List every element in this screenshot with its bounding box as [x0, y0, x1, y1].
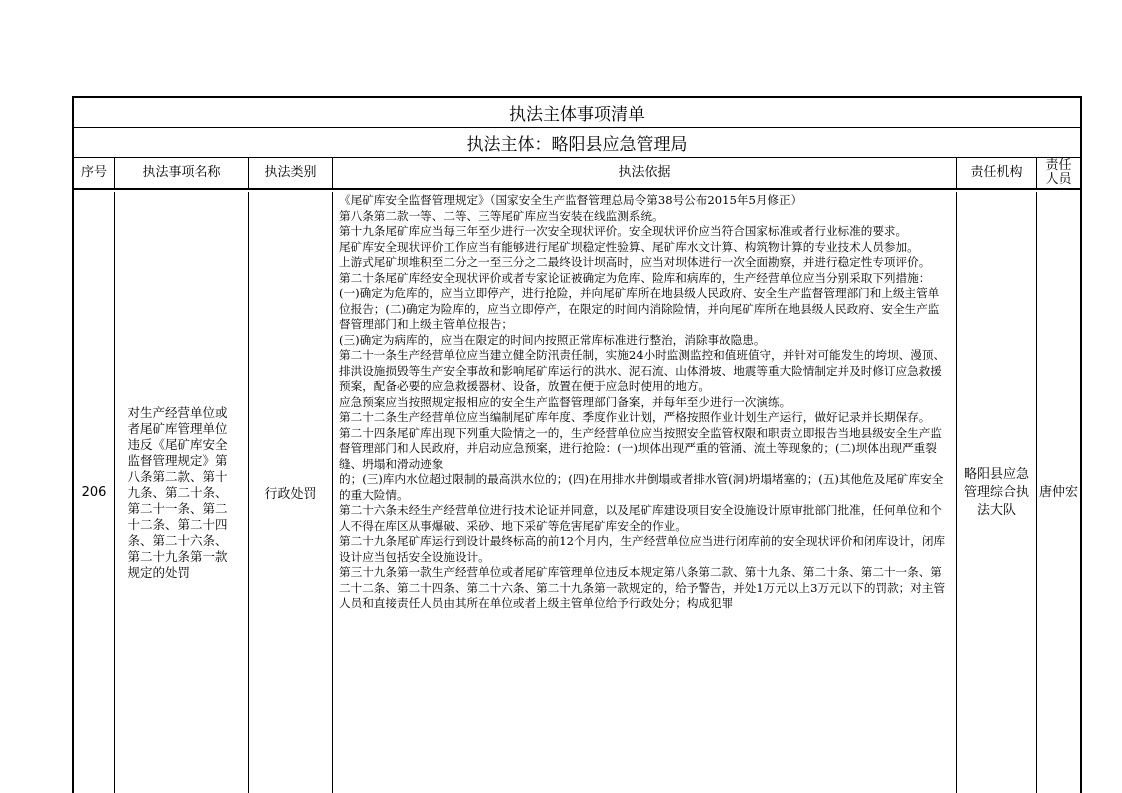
row-index: 206	[74, 192, 115, 793]
basis-paragraph: 应急预案应当按照规定报相应的安全生产监督管理部门备案，并每年至少进行一次演练。	[339, 394, 792, 409]
basis-paragraph: 的；(三)库内水位超过限制的最高洪水位的；(四)在用排水井倒塌或者排水管(洞)坍塌堵塞的；(五)其他危及尾矿库安全的重大险情。	[339, 472, 944, 502]
row-responsible-org-cell	[957, 192, 1037, 793]
row-responsible-person: 唐仲宏	[1038, 484, 1078, 500]
basis-paragraph: 上游式尾矿坝堆积至二分之一至三分之二最终设计坝高时，应当对坝体进行一次全面勘察，并进行稳定性专项评价。	[339, 255, 931, 269]
enforcement-table	[72, 96, 1082, 793]
basis-paragraph: 尾矿库安全现状评价工作应当有能够进行尾矿坝稳定性验算、尾矿库水文计算、构筑物计算的专业技术人员参加。	[339, 239, 919, 254]
document-title: 执法主体事项清单	[74, 98, 1080, 128]
basis-paragraph: 第二十四条尾矿库出现下列重大险情之一的，生产经营单位应当按照安全监管权限和职责立即报告当地县级安全生产监督管理部门和人民政府，并启动应急预案，进行抢险：(一)坝体出现严重的管涌、流土等现象的；(二)坝体出现严重裂缝、坍塌和滑动迹象	[339, 425, 942, 471]
row-basis-cell	[333, 192, 957, 793]
row-category: 行政处罚	[249, 192, 333, 793]
basis-paragraph: (三)确定为病库的，应当在限定的时间内按照正常库标准进行整治，消除事故隐患。	[339, 332, 766, 347]
basis-paragraph: 第三十九条第一款生产经营单位或者尾矿库管理单位违反本规定第八条第二款、第十九条、第二十条、第二十一条、第二十二条、第二十四条、第二十六条、第二十九条第一款规定的，给予警告，并处1万元以上3万元以下的罚款；对主管人员和直接责任人员由其所在单位或者上级主管单位给予行政处分；构成犯罪	[339, 565, 946, 610]
enforcement-subject: 执法主体：略阳县应急管理局	[74, 128, 1080, 158]
basis-paragraph: 第二十九条尾矿库运行到设计最终标高的前12个月内，生产经营单位应当进行闭库前的安全现状评价和闭库设计，闭库设计应当包括安全设施设计。	[339, 534, 946, 564]
basis-paragraph: 第十九条尾矿库应当每三年至少进行一次安全现状评价。安全现状评价应当符合国家标准或者行业标准的要求。	[339, 224, 908, 238]
header-responsible-person-label: 责任人员	[1045, 158, 1072, 187]
basis-paragraph: 《尾矿库安全监督管理规定》（国家安全生产监督管理总局令第38号公布2015年5月修正）	[339, 193, 803, 207]
basis-paragraph: 第二十六条未经生产经营单位进行技术论证并同意，以及尾矿库建设项目安全设施设计原审批部门批准，任何单位和个人不得在库区从事爆破、采砂、地下采矿等危害尾矿库安全的作业。	[339, 503, 942, 533]
header-item-name: 执法事项名称	[115, 158, 249, 190]
header-basis: 执法依据	[333, 158, 957, 190]
row-responsible-org: 略阳县应急管理综合执法大队	[963, 466, 1029, 518]
header-category: 执法类别	[249, 158, 333, 190]
basis-paragraph: 第二十二条生产经营单位应当编制尾矿库年度、季度作业计划，严格按照作业计划生产运行，做好记录并长期保存。	[339, 410, 931, 424]
row-basis-text	[339, 193, 950, 612]
basis-paragraph: 第二十条尾矿库经安全现状评价或者专家论证被确定为危库、险库和病库的，生产经营单位应当分别采取下列措施：(一)确定为危库的，应当立即停产，进行抢险，并向尾矿库所在地县级人民政府、安全生产监督管理部门和上级主管单位报告；(二)确定为险库的，应当立即停产，在限定的时间内消除险情，并向尾矿库所在地县级人民政府、安全生产监督管理部门和上级主管单位报告；	[339, 270, 940, 331]
row-item-name-cell	[115, 192, 249, 793]
header-responsible-person	[1037, 158, 1080, 190]
header-responsible-org: 责任机构	[957, 158, 1037, 190]
basis-paragraph: 第八条第二款一等、二等、三等尾矿库应当安装在线监测系统。	[339, 208, 664, 223]
header-index: 序号	[74, 158, 115, 190]
basis-paragraph: 第二十一条生产经营单位应当建立健全防汛责任制，实施24小时监测监控和值班值守，并针对可能发生的垮坝、漫顶、排洪设施损毁等生产安全事故和影响尾矿库运行的洪水、泥石流、山体滑坡、地震等重大险情制定并及时修订应急救援预案，配备必要的应急救援器材、设备，放置在便于应急时使用的地方。	[339, 348, 946, 393]
row-item-name: 对生产经营单位或者尾矿库管理单位违反《尾矿库安全监督管理规定》第八条第二款、第十九条、第二十条、第二十一条、第二十二条、第二十四条、第二十六条、第二十九条第一款规定的处罚	[127, 404, 228, 580]
